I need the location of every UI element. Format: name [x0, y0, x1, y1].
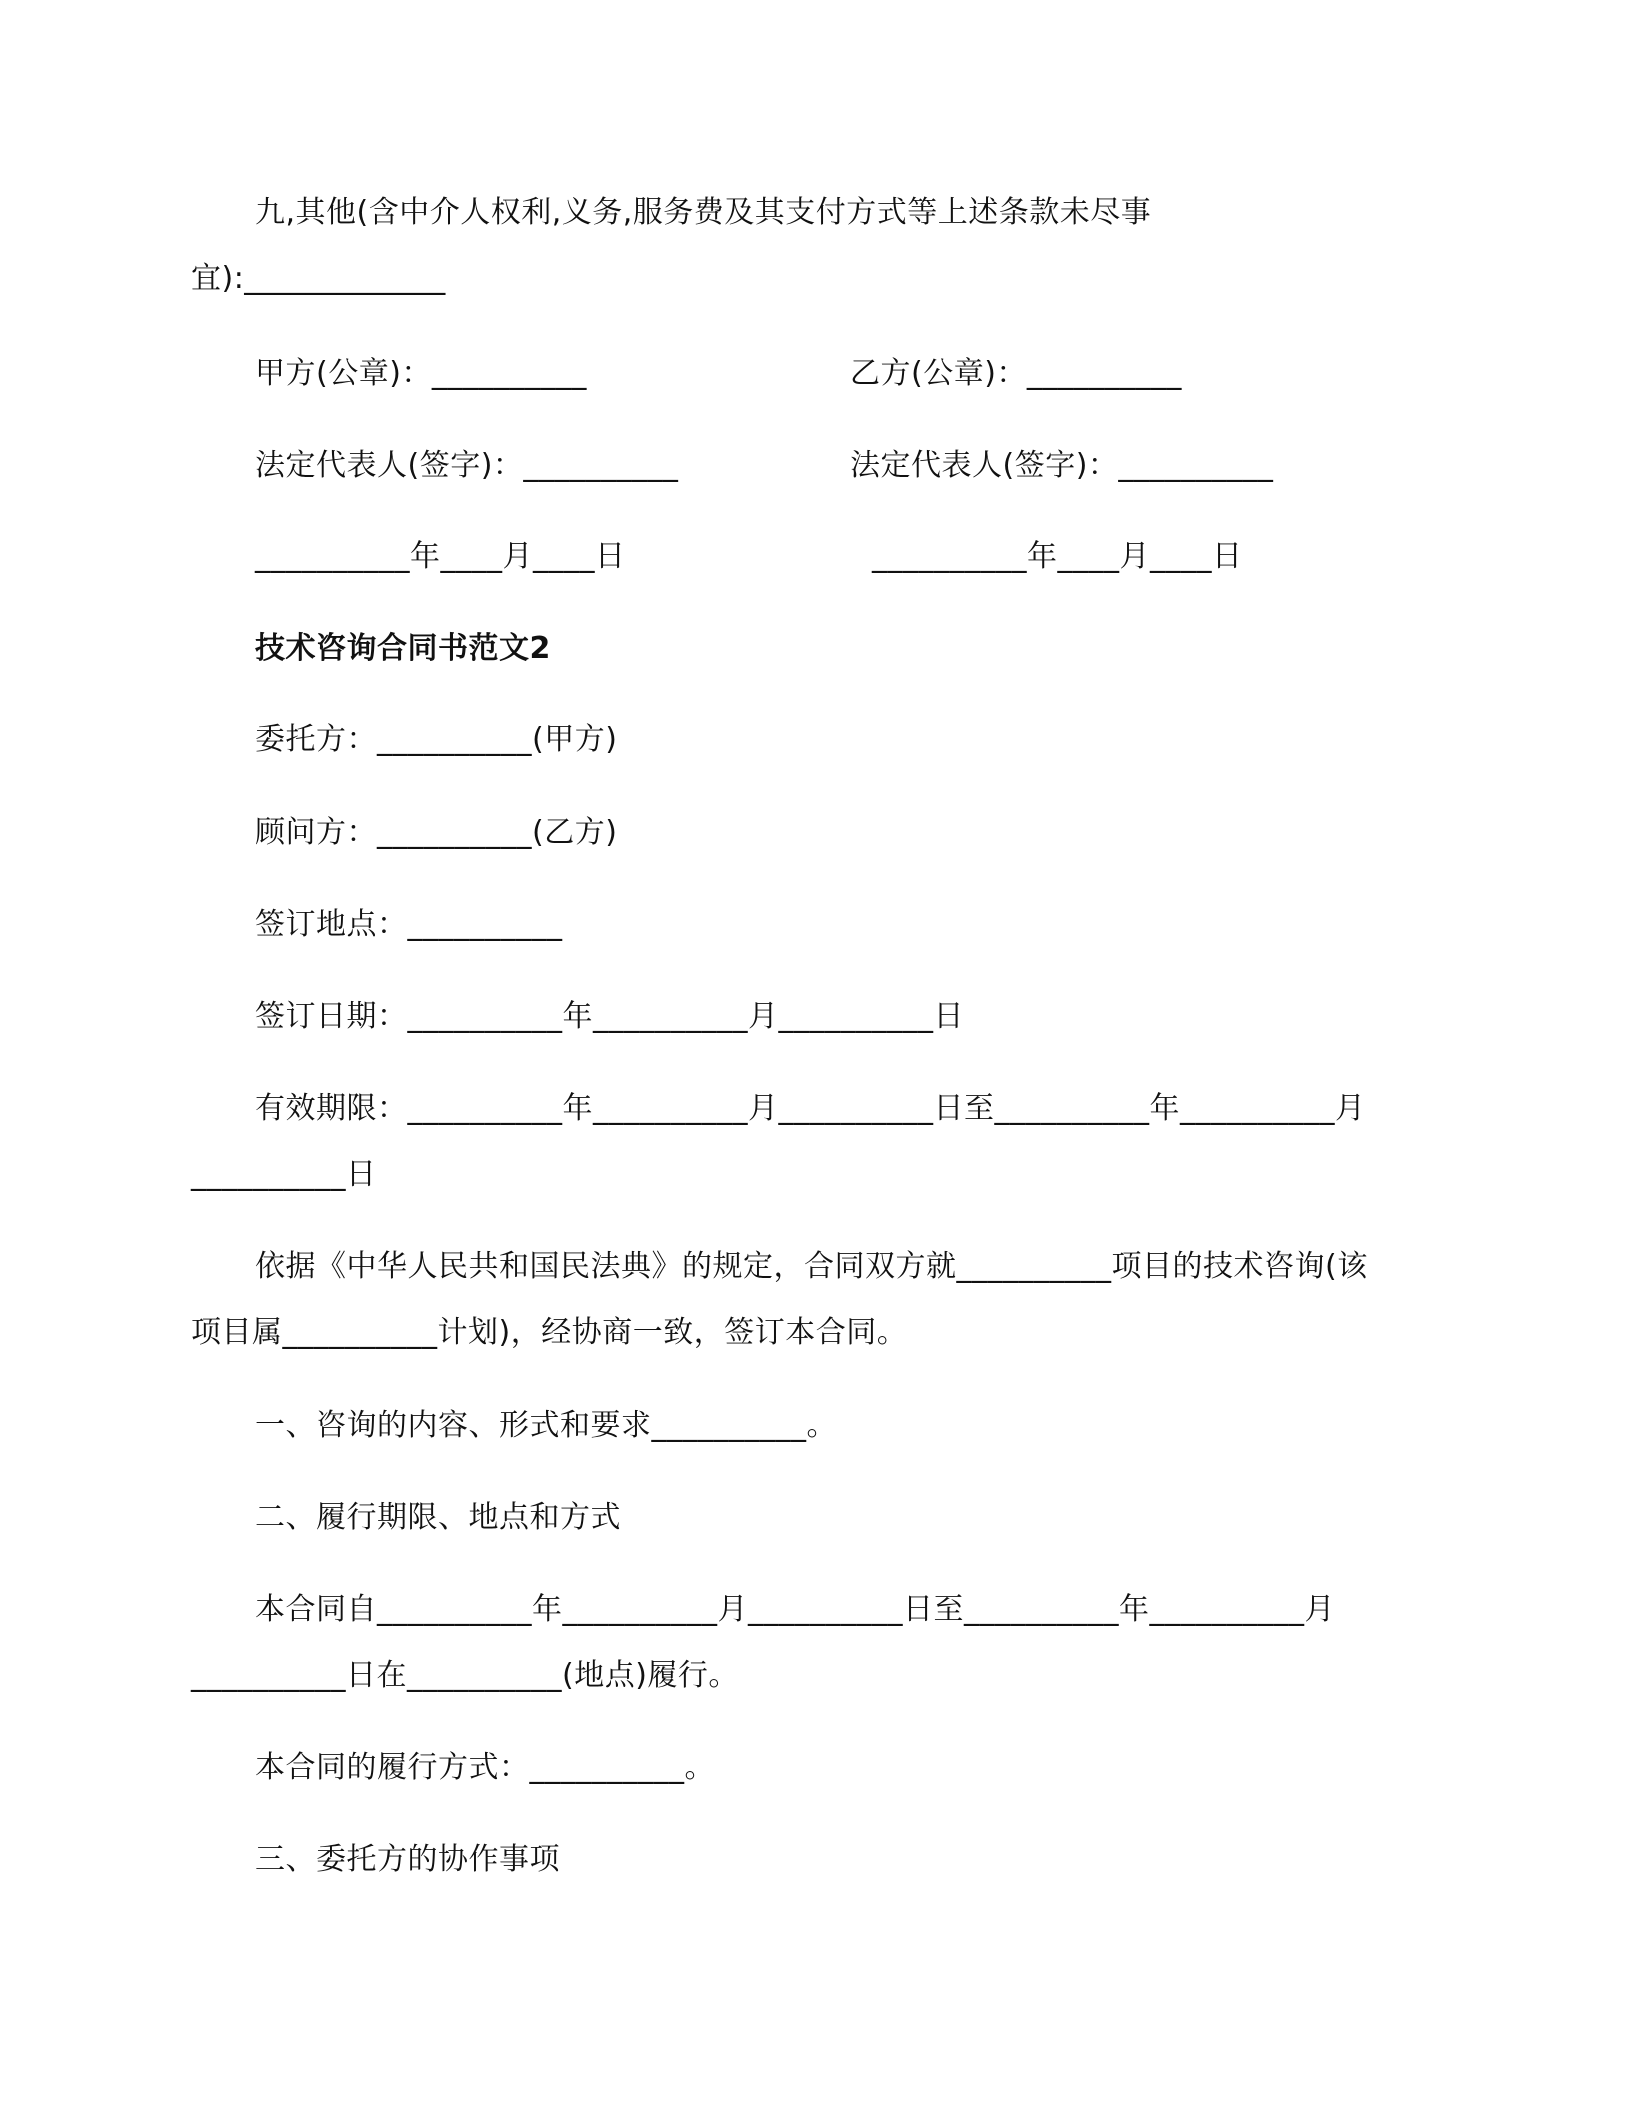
party-a-representative: 法定代表人(签字)：__________: [255, 448, 679, 483]
section-nine-line1: 九,其他(含中介人权利,义务,服务费及其支付方式等上述条款未尽事: [255, 195, 1152, 230]
party-a-date: __________年____月____日: [255, 539, 626, 574]
sign-date-line: 签订日期：__________年__________月__________日: [255, 999, 964, 1034]
clause-three-title: 三、委托方的协作事项: [255, 1842, 560, 1877]
consultant-line: 顾问方：__________(乙方): [255, 815, 618, 850]
performance-method: 本合同的履行方式：__________。: [255, 1750, 715, 1785]
basis-line2: 项目属__________计划)，经协商一致，签订本合同。: [191, 1315, 908, 1350]
basis-line1: 依据《中华人民共和国民法典》的规定，合同双方就__________项目的技术咨询(该: [255, 1249, 1368, 1284]
clause-one: 一、咨询的内容、形式和要求__________。: [255, 1408, 837, 1443]
validity-line2: __________日: [191, 1157, 377, 1192]
sign-place-line: 签订地点：__________: [255, 907, 563, 942]
validity-line1: 有效期限：__________年__________月__________日至__________年__________月: [255, 1091, 1366, 1126]
term-line2: __________日在__________(地点)履行。: [191, 1658, 739, 1693]
party-b-date: __________年____月____日: [872, 539, 1243, 574]
contract-title: 技术咨询合同书范文2: [255, 631, 551, 666]
section-nine-line2: 宜):_____________: [191, 261, 446, 296]
party-b-seal: 乙方(公章)：__________: [850, 356, 1182, 391]
clause-two-title: 二、履行期限、地点和方式: [255, 1500, 621, 1535]
client-line: 委托方：__________(甲方): [255, 722, 618, 757]
party-a-seal: 甲方(公章)：__________: [255, 356, 587, 391]
party-b-representative: 法定代表人(签字)：__________: [850, 448, 1274, 483]
term-line1: 本合同自__________年__________月__________日至__________年__________月: [255, 1592, 1335, 1627]
